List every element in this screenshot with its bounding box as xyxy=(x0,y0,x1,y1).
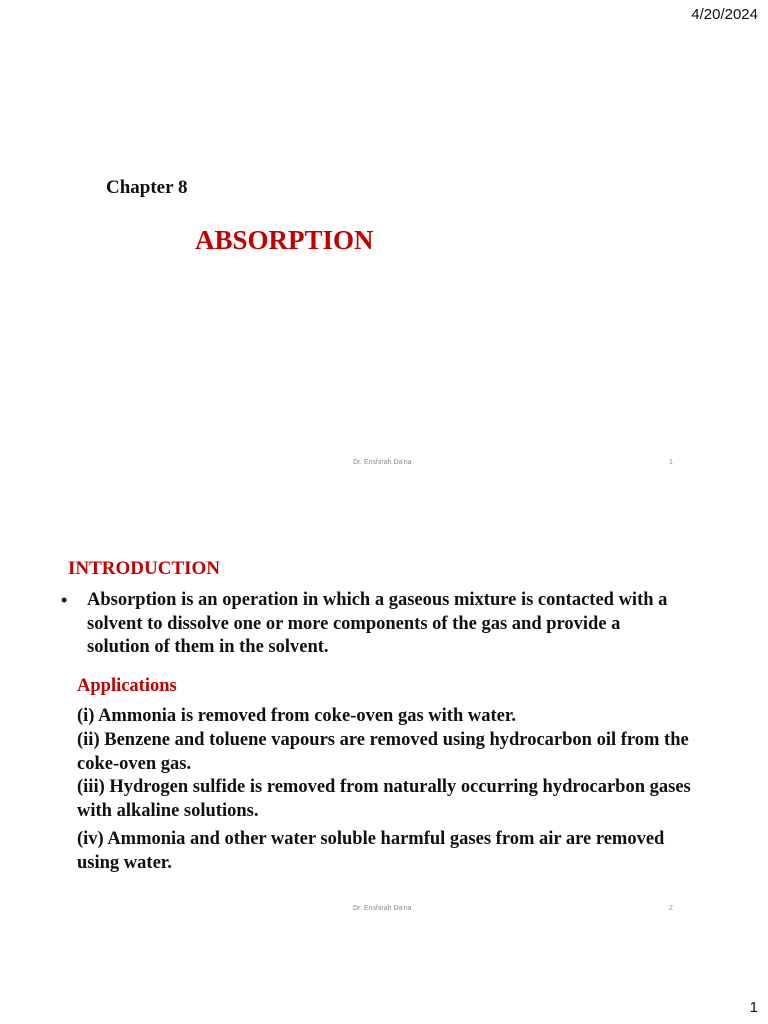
intro-paragraph: Absorption is an operation in which a gaseous mixture is contacted with a solvent to dissolve one or more components of the gas and provide a solution of them in the solvent. xyxy=(87,590,668,657)
section-heading: INTRODUCTION xyxy=(68,558,221,579)
slide-title: ABSORPTION xyxy=(195,225,374,255)
slide-footer-number: 1 xyxy=(669,459,673,466)
applications-heading: Applications xyxy=(77,676,177,696)
application-item: (ii) Benzene and toluene vapours are removed using hydrocarbon oil from the coke-oven gas. xyxy=(77,730,689,774)
application-item: (i) Ammonia is removed from coke-oven gas with water. xyxy=(77,706,516,726)
slide-footer-number: 2 xyxy=(669,905,673,912)
slide-footer-author: Dr. Enshirah Da'na xyxy=(353,459,412,466)
page-number: 1 xyxy=(749,999,758,1016)
application-item: (iii) Hydrogen sulfide is removed from naturally occurring hydrocarbon gases with alkaline solutions. xyxy=(77,777,691,821)
application-item: (iv) Ammonia and other water soluble harmful gases from air are removed using water. xyxy=(77,829,665,873)
bullet-icon: • xyxy=(61,590,68,610)
chapter-label: Chapter 8 xyxy=(106,177,188,198)
print-date: 4/20/2024 xyxy=(691,6,758,23)
slide-footer-author: Dr. Enshirah Da'na xyxy=(353,905,412,912)
